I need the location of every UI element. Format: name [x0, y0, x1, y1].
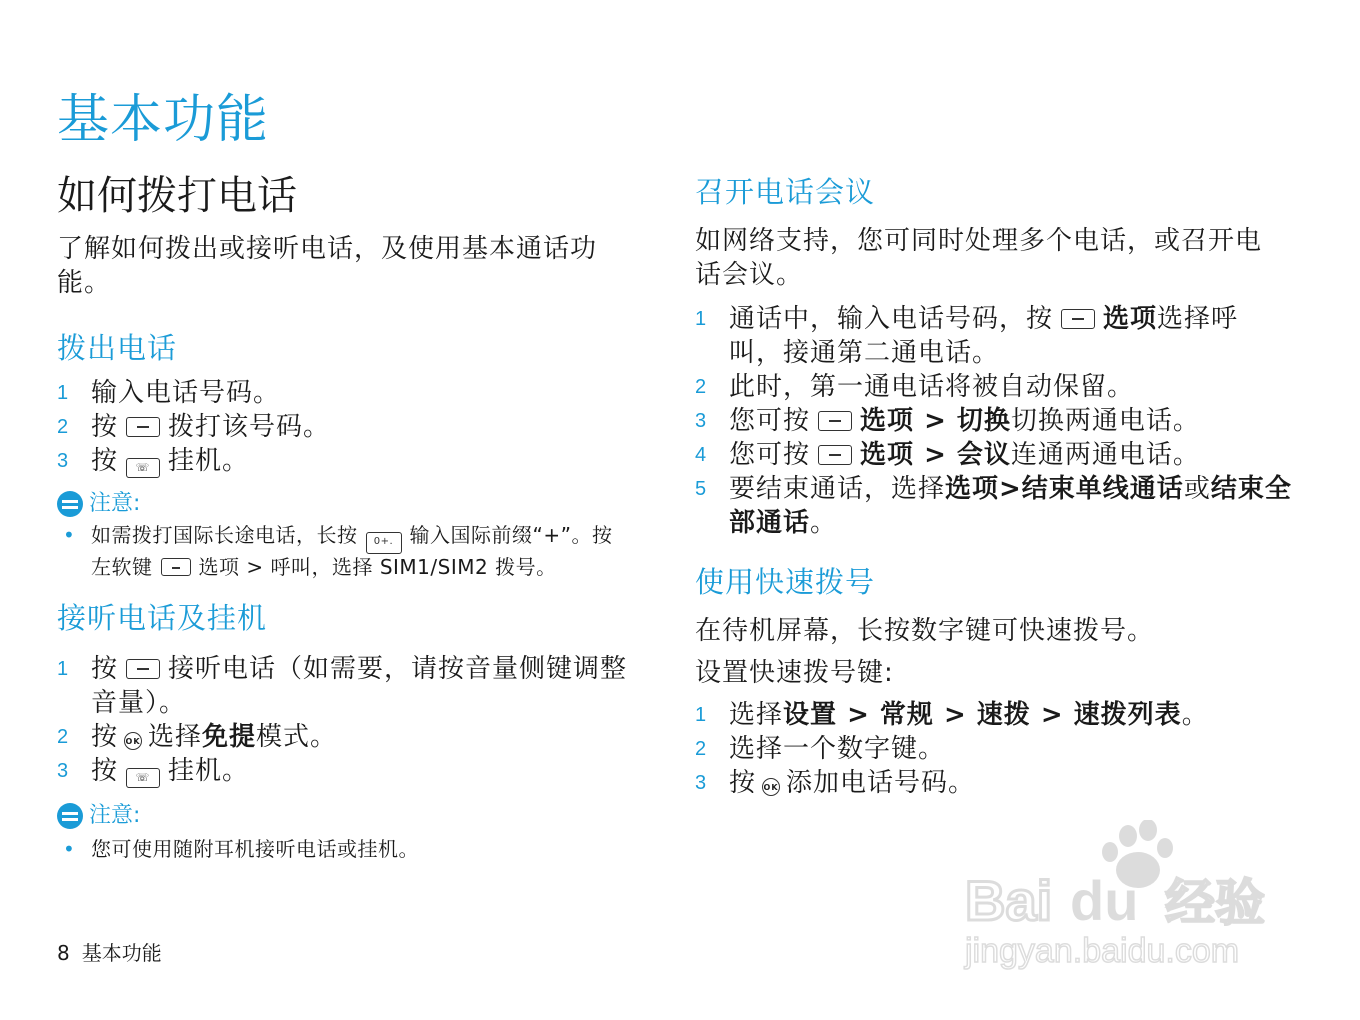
step-text: 按 [91, 446, 119, 476]
step-text: 挂机。 [168, 446, 250, 476]
step-text: 通话中，输入电话号码，按 [729, 304, 1054, 334]
svg-text:du: du [1070, 869, 1139, 932]
note-text: 输入国际前缀“+”。按 [409, 523, 613, 547]
step-text: 按 [729, 768, 757, 798]
section-title: 如何拨打电话 [57, 173, 297, 219]
note-text: 左软键 [91, 555, 153, 579]
step-text: 选择呼 [1157, 304, 1239, 334]
step-text: 选择 [148, 722, 203, 752]
speed-dial-steps [695, 698, 1295, 800]
step-text-bold: 选项>结束单线通话 [945, 474, 1184, 504]
soft-key-icon [161, 558, 191, 576]
note-heading [57, 802, 647, 830]
list-item [695, 472, 1295, 540]
subheading-speed-dial: 使用快速拨号 [695, 565, 876, 599]
step-text: 连通两通电话。 [1010, 440, 1200, 470]
list-item [57, 444, 647, 478]
subheading-conference: 召开电话会议 [695, 175, 876, 209]
note-heading [57, 490, 647, 518]
step-number: 3 [57, 760, 70, 782]
step-text: 拨打该号码。 [168, 412, 331, 442]
step-number: 2 [57, 416, 70, 438]
right-column [695, 170, 1295, 800]
end-call-key-icon: ☏ [126, 768, 160, 788]
step-text-bold: 选项 [1103, 304, 1158, 334]
list-item [695, 438, 1295, 472]
step-text: 您可按 [729, 406, 811, 436]
answer-steps [57, 652, 647, 788]
list-item [695, 732, 1295, 766]
step-number: 1 [57, 382, 70, 404]
list-item [57, 410, 647, 444]
soft-key-icon [818, 411, 852, 431]
subheading-dial: 拨出电话 [57, 331, 178, 365]
step-number: 3 [57, 450, 70, 472]
step-text: 按 [91, 756, 119, 786]
ok-key-icon: OK [124, 732, 142, 750]
step-number: 1 [57, 658, 70, 680]
step-number: 1 [695, 308, 708, 330]
step-text: 按 [91, 722, 119, 752]
footer-label: 基本功能 [81, 941, 162, 965]
step-text: 。 [1181, 700, 1209, 730]
list-item [57, 522, 647, 580]
note-text: 选项 > 呼叫，选择 SIM1/SIM2 拨号。 [198, 555, 557, 579]
step-text: 选择一个数字键。 [729, 734, 946, 764]
list-item [695, 404, 1295, 438]
list-item [57, 720, 647, 754]
step-number: 3 [695, 410, 708, 432]
dial-notes [57, 522, 647, 580]
step-text: 此时，第一通电话将被自动保留。 [729, 372, 1135, 402]
list-item [57, 754, 647, 788]
note-text: 如需拨打国际长途电话，长按 [91, 523, 358, 547]
soft-key-icon [126, 417, 160, 437]
soft-key-icon [1061, 309, 1095, 329]
conference-intro: 如网络支持，您可同时处理多个电话，或召开电话会议。 [695, 226, 1263, 290]
step-number: 4 [695, 444, 708, 466]
step-text-bold: 免提 [202, 722, 257, 752]
step-text: 按 [91, 412, 119, 442]
step-text: 选择 [729, 700, 784, 730]
list-item [695, 766, 1295, 800]
step-text: 。 [810, 508, 838, 538]
page-number: 8 [57, 941, 70, 965]
note-label: 注意: [89, 803, 141, 828]
step-text: 叫，接通第二通电话。 [729, 338, 1000, 368]
step-number: 5 [695, 478, 708, 500]
list-item [57, 652, 647, 720]
step-text: 您可按 [729, 440, 811, 470]
step-text-bold: 选项 > 切换 [860, 406, 1011, 436]
list-item [57, 376, 647, 410]
svg-text:Bai: Bai [965, 869, 1053, 932]
list-item: • 您可使用随附耳机接听电话或挂机。 [57, 836, 647, 862]
section-intro: 了解如何拨出或接听电话，及使用基本通话功能。 [57, 234, 598, 298]
baidu-watermark-logo [960, 820, 1290, 970]
step-text: 模式。 [256, 722, 338, 752]
left-column [57, 170, 647, 862]
list-item [695, 370, 1295, 404]
note-label: 注意: [89, 491, 141, 516]
step-number: 2 [695, 376, 708, 398]
step-number: 2 [695, 738, 708, 760]
chapter-title: 基本功能 [57, 90, 270, 150]
ok-key-icon: OK [762, 778, 780, 796]
step-text-bold: 结束全部通话 [729, 474, 1292, 538]
step-text: 添加电话号码。 [786, 768, 976, 798]
soft-key-icon [818, 445, 852, 465]
svg-text:经验: 经验 [1165, 874, 1265, 932]
list-item [695, 698, 1295, 732]
step-text-bold: 设置 > 常规 > 速拨 > 速拨列表 [783, 700, 1182, 730]
zero-plus-key-icon: 0+. [366, 532, 402, 554]
note-icon [57, 491, 83, 517]
soft-key-icon [126, 659, 160, 679]
step-text-bold: 选项 > 会议 [860, 440, 1011, 470]
step-text: 输入电话号码。 [91, 378, 281, 408]
list-item [695, 302, 1295, 370]
step-text: 切换两通电话。 [1010, 406, 1200, 436]
step-text: 音量）。 [91, 688, 187, 718]
subheading-answer: 接听电话及挂机 [57, 601, 268, 635]
note-icon [57, 803, 83, 829]
step-number: 3 [695, 772, 708, 794]
step-text: 要结束通话，选择 [729, 474, 946, 504]
speed-dial-intro: 在待机屏幕，长按数字键可快速拨号。 [695, 616, 1155, 646]
end-call-key-icon: ☏ [126, 458, 160, 478]
answer-notes [57, 836, 647, 862]
page-footer [57, 940, 162, 966]
conference-steps [695, 302, 1295, 540]
step-text: 接听电话（如需要，请按音量侧键调整 [168, 654, 628, 684]
step-number: 1 [695, 704, 708, 726]
step-number: 2 [57, 726, 70, 748]
svg-text:jingyan.baidu.com: jingyan.baidu.com [965, 932, 1240, 970]
dial-steps [57, 376, 647, 478]
speed-dial-intro2: 设置快速拨号键: [695, 658, 894, 688]
step-text: 按 [91, 654, 119, 684]
step-text: 或 [1183, 474, 1211, 504]
step-text: 挂机。 [168, 756, 250, 786]
